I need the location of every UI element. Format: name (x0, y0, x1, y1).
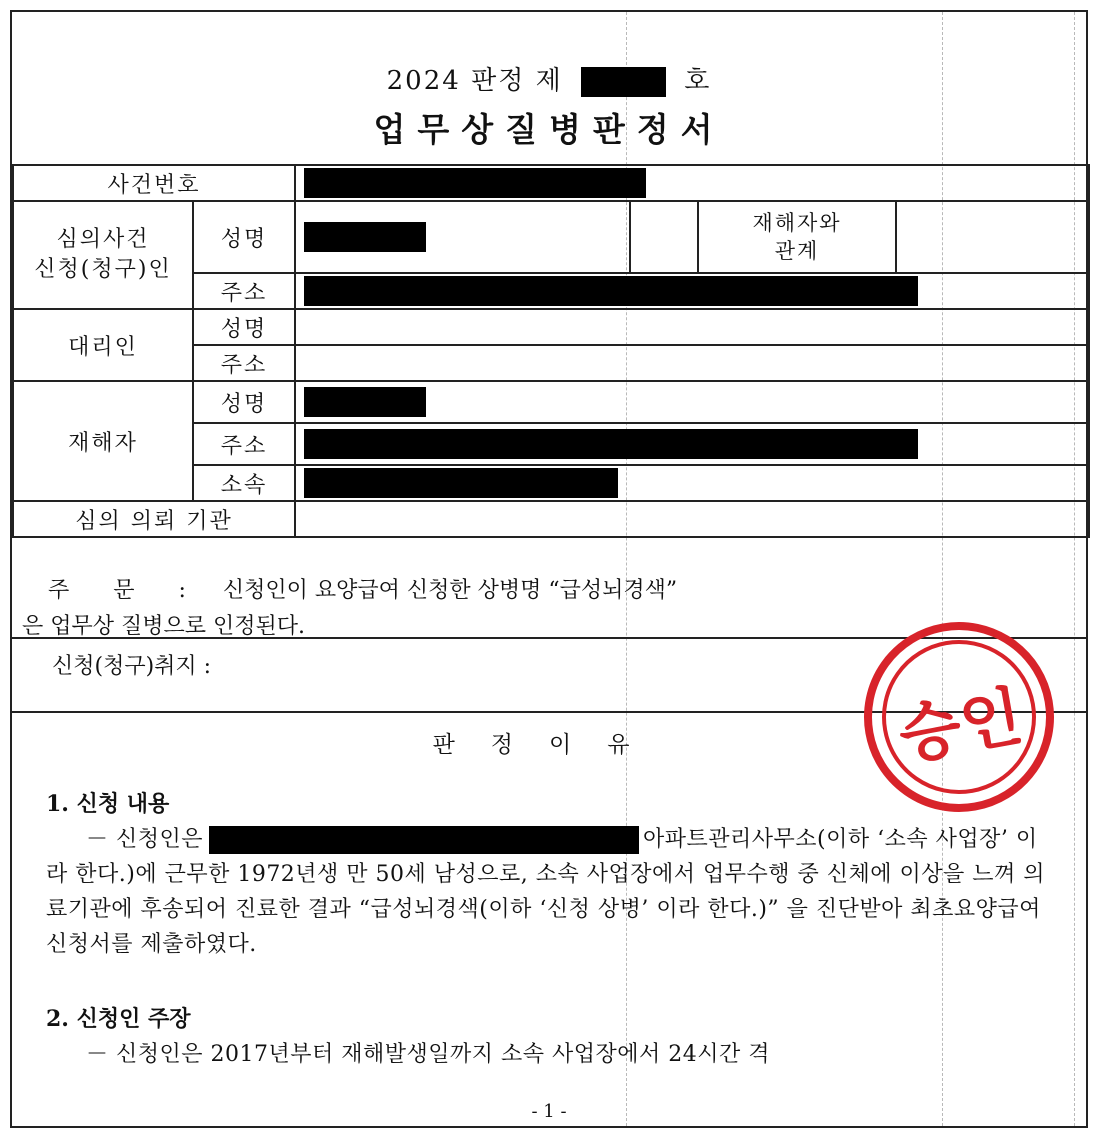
case-number-value (295, 165, 1089, 201)
victim-name-value (295, 381, 1089, 423)
redaction-bar (304, 429, 918, 459)
purpose-label: 신청(청구)취지 : (52, 654, 212, 679)
applicant-name-label: 성명 (193, 201, 295, 273)
redaction-bar (304, 222, 426, 252)
reason-title: 판정이유 (432, 732, 666, 758)
redaction-bar (209, 826, 639, 854)
agent-name-value (295, 309, 1089, 345)
agent-address-label: 주소 (193, 345, 295, 381)
victim-affiliation-label: 소속 (193, 465, 295, 501)
redaction-bar (304, 468, 618, 498)
redaction-bar (304, 168, 646, 198)
paragraph-text-rest: 아파트관리사무소(이하 ‘소속 사업장’ 이라 한다.)에 근무한 1972년생 만 50세 남성으로, 소속 사업장에서 업무수행 중 신체에 이상을 느껴 의료기관에 후송되어 진료한 결과 “급성뇌경색(이하 ‘신청 상병’ 이라 한다.)” 을 진단받아 최초요양급여신청서를 제출하였다. (46, 827, 1046, 957)
case-number-label: 사건번호 (13, 165, 295, 201)
agent-address-value (295, 345, 1089, 381)
victim-name-label: 성명 (193, 381, 295, 423)
order-text-2: 은 업무상 질병으로 인정된다. (22, 614, 305, 639)
judgment-document (10, 10, 1088, 1128)
agent-name-label: 성명 (193, 309, 295, 345)
paragraph-text-start: － 신청인은 (86, 827, 204, 852)
victim-address-label: 주소 (193, 423, 295, 465)
section-heading: 1. 신청 내용 (46, 791, 170, 817)
institution-value (295, 501, 1089, 537)
redaction-bar (304, 387, 426, 417)
victim-affiliation-value (295, 465, 1089, 501)
redaction-bar (581, 67, 666, 97)
victim-label: 재해자 (13, 381, 193, 501)
document-header (12, 12, 1086, 162)
section-heading: 2. 신청인 주장 (46, 1006, 191, 1032)
order-label: 주 문 : (48, 578, 186, 603)
applicant-label: 심의사건 신청(청구)인 (13, 201, 193, 309)
order-text-1: 신청인이 요양급여 신청한 상병명 “급성뇌경색” (222, 578, 678, 603)
reason-body (46, 787, 1056, 1072)
applicant-name-value (295, 201, 630, 273)
relation-value (896, 201, 1089, 273)
document-title: 업무상질병판정서 (373, 110, 725, 149)
redaction-bar (304, 276, 918, 306)
case-info-table (12, 164, 1090, 538)
agent-label: 대리인 (13, 309, 193, 381)
applicant-address-value (295, 273, 1089, 309)
section-paragraph: － 신청인은 2017년부터 재해발생일까지 소속 사업장에서 24시간 격 (86, 1042, 770, 1067)
case-prefix: 2024 판정 제 (386, 66, 563, 96)
victim-address-value (295, 423, 1089, 465)
section-paragraph (46, 822, 1056, 962)
case-number-line (12, 60, 1086, 97)
stamp-text: 승인 (893, 679, 1029, 775)
blank-cell (630, 201, 698, 273)
relation-label: 재해자와 관계 (698, 201, 896, 273)
applicant-address-label: 주소 (193, 273, 295, 309)
page-number: - 1 - (531, 1101, 567, 1122)
order-line-1 (48, 573, 1078, 609)
institution-label: 심의 의뢰 기관 (13, 501, 295, 537)
case-suffix: 호 (684, 66, 712, 96)
